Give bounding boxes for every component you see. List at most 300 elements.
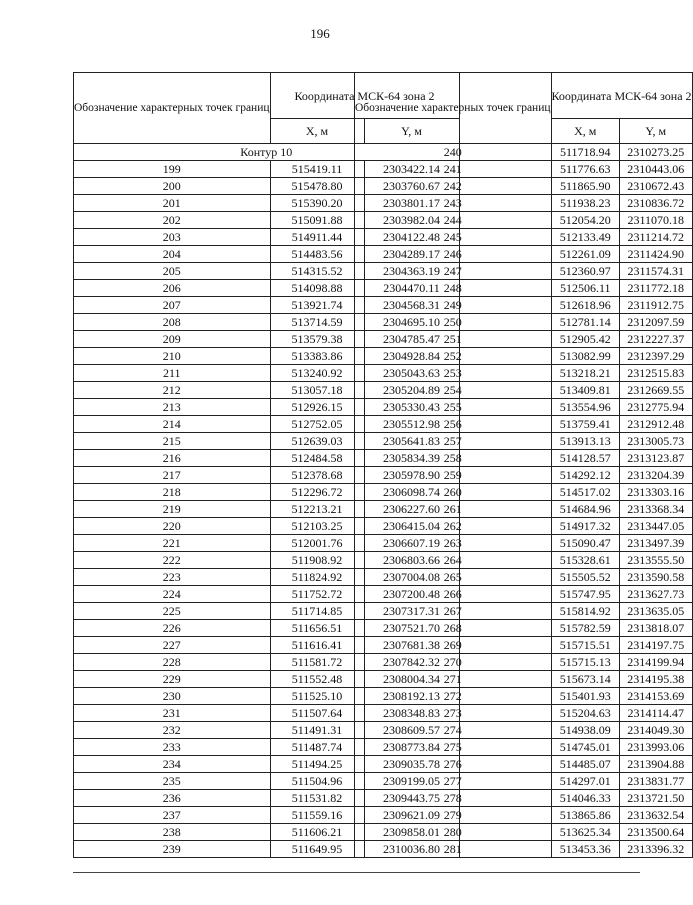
x-coordinate-cell: 514315.52 bbox=[270, 263, 364, 280]
point-number-cell: 245 bbox=[355, 229, 552, 246]
x-coordinate-cell: 515715.13 bbox=[551, 654, 620, 671]
x-coordinate-cell: 513240.92 bbox=[270, 365, 364, 382]
x-coordinate-cell: 513057.18 bbox=[270, 382, 364, 399]
x-coordinate-cell: 514911.44 bbox=[270, 229, 364, 246]
point-number-cell: 227 bbox=[74, 637, 271, 654]
x-coordinate-cell: 514938.09 bbox=[551, 722, 620, 739]
point-number-cell: 280 bbox=[355, 824, 552, 841]
y-coordinate-cell: 2305043.63 bbox=[364, 365, 459, 382]
x-coordinate-cell: 514917.32 bbox=[551, 518, 620, 535]
y-coordinate-cell: 2309858.01 bbox=[364, 824, 459, 841]
table-row bbox=[355, 331, 693, 348]
y-coordinate-cell: 2304363.19 bbox=[364, 263, 459, 280]
footer-divider bbox=[73, 872, 640, 873]
x-coordinate-cell: 512103.25 bbox=[270, 518, 364, 535]
y-coordinate-cell: 2310443.06 bbox=[620, 161, 693, 178]
x-coordinate-cell: 512618.96 bbox=[551, 297, 620, 314]
point-number-cell: 228 bbox=[74, 654, 271, 671]
point-number-cell: 269 bbox=[355, 637, 552, 654]
x-coordinate-cell: 514517.02 bbox=[551, 484, 620, 501]
y-coordinate-cell: 2314153.69 bbox=[620, 688, 693, 705]
x-coordinate-cell: 511714.85 bbox=[270, 603, 364, 620]
y-coordinate-cell: 2306227.60 bbox=[364, 501, 459, 518]
table-row bbox=[355, 671, 693, 688]
y-coordinate-cell: 2303982.04 bbox=[364, 212, 459, 229]
point-number-cell: 276 bbox=[355, 756, 552, 773]
y-coordinate-cell: 2305978.90 bbox=[364, 467, 459, 484]
x-coordinate-cell: 513082.99 bbox=[551, 348, 620, 365]
point-number-cell: 278 bbox=[355, 790, 552, 807]
table-row bbox=[355, 586, 693, 603]
x-coordinate-cell: 511494.25 bbox=[270, 756, 364, 773]
table-row bbox=[355, 450, 693, 467]
point-number-cell: 275 bbox=[355, 739, 552, 756]
point-number-cell: 274 bbox=[355, 722, 552, 739]
table-row bbox=[355, 807, 693, 824]
y-coordinate-cell: 2303760.67 bbox=[364, 178, 459, 195]
y-coordinate-cell: 2313500.64 bbox=[620, 824, 693, 841]
point-number-cell: 202 bbox=[74, 212, 271, 229]
y-coordinate-cell: 2308773.84 bbox=[364, 739, 459, 756]
x-column-header: X, м bbox=[270, 119, 364, 144]
x-coordinate-cell: 515090.47 bbox=[551, 535, 620, 552]
x-coordinate-cell: 511824.92 bbox=[270, 569, 364, 586]
point-number-cell: 216 bbox=[74, 450, 271, 467]
x-coordinate-cell: 511552.48 bbox=[270, 671, 364, 688]
y-coordinate-cell: 2305204.89 bbox=[364, 382, 459, 399]
table-row bbox=[355, 620, 693, 637]
y-coordinate-cell: 2312669.55 bbox=[620, 382, 693, 399]
x-coordinate-cell: 512378.68 bbox=[270, 467, 364, 484]
x-coordinate-cell: 513714.59 bbox=[270, 314, 364, 331]
x-coordinate-cell: 512926.15 bbox=[270, 399, 364, 416]
x-coordinate-cell: 512905.42 bbox=[551, 331, 620, 348]
point-number-cell: 279 bbox=[355, 807, 552, 824]
point-number-cell: 247 bbox=[355, 263, 552, 280]
point-number-cell: 200 bbox=[74, 178, 271, 195]
point-number-cell: 207 bbox=[74, 297, 271, 314]
x-coordinate-cell: 512261.09 bbox=[551, 246, 620, 263]
point-designation-header: Обозначение характерных точек границ bbox=[74, 73, 271, 144]
point-designation-header: Обозначение характерных точек границ bbox=[355, 73, 552, 144]
point-number-cell: 209 bbox=[74, 331, 271, 348]
point-number-cell: 229 bbox=[74, 671, 271, 688]
table-row bbox=[355, 314, 693, 331]
x-coordinate-cell: 512484.58 bbox=[270, 450, 364, 467]
x-coordinate-cell: 513625.34 bbox=[551, 824, 620, 841]
y-coordinate-cell: 2312775.94 bbox=[620, 399, 693, 416]
y-coordinate-cell: 2306607.19 bbox=[364, 535, 459, 552]
x-coordinate-cell: 515328.61 bbox=[551, 552, 620, 569]
y-coordinate-cell: 2303801.17 bbox=[364, 195, 459, 212]
x-coordinate-cell: 511718.94 bbox=[551, 144, 620, 161]
table-row bbox=[355, 824, 693, 841]
x-coordinate-cell: 511491.31 bbox=[270, 722, 364, 739]
point-number-cell: 208 bbox=[74, 314, 271, 331]
x-coordinate-cell: 515814.92 bbox=[551, 603, 620, 620]
point-number-cell: 254 bbox=[355, 382, 552, 399]
y-coordinate-cell: 2313447.05 bbox=[620, 518, 693, 535]
point-number-cell: 219 bbox=[74, 501, 271, 518]
y-coordinate-cell: 2312097.59 bbox=[620, 314, 693, 331]
x-coordinate-cell: 515091.88 bbox=[270, 212, 364, 229]
x-coordinate-cell: 515747.95 bbox=[551, 586, 620, 603]
y-coordinate-cell: 2312227.37 bbox=[620, 331, 693, 348]
point-number-cell: 237 bbox=[74, 807, 271, 824]
point-number-cell: 210 bbox=[74, 348, 271, 365]
y-coordinate-cell: 2309199.05 bbox=[364, 773, 459, 790]
table-row bbox=[355, 518, 693, 535]
y-coordinate-cell: 2304122.48 bbox=[364, 229, 459, 246]
y-coordinate-cell: 2306803.66 bbox=[364, 552, 459, 569]
coordinate-system-header: Координата МСК-64 зона 2 bbox=[551, 73, 692, 119]
point-number-cell: 257 bbox=[355, 433, 552, 450]
point-number-cell: 260 bbox=[355, 484, 552, 501]
x-coordinate-cell: 512296.72 bbox=[270, 484, 364, 501]
y-coordinate-cell: 2313590.58 bbox=[620, 569, 693, 586]
x-coordinate-cell: 515204.63 bbox=[551, 705, 620, 722]
table-row bbox=[355, 790, 693, 807]
point-number-cell: 255 bbox=[355, 399, 552, 416]
point-number-cell: 256 bbox=[355, 416, 552, 433]
y-coordinate-cell: 2308004.34 bbox=[364, 671, 459, 688]
y-coordinate-cell: 2304928.84 bbox=[364, 348, 459, 365]
point-number-cell: 222 bbox=[74, 552, 271, 569]
x-coordinate-cell: 511525.10 bbox=[270, 688, 364, 705]
x-coordinate-cell: 511865.90 bbox=[551, 178, 620, 195]
x-coordinate-cell: 514483.56 bbox=[270, 246, 364, 263]
y-coordinate-cell: 2313993.06 bbox=[620, 739, 693, 756]
point-number-cell: 244 bbox=[355, 212, 552, 229]
point-number-cell: 253 bbox=[355, 365, 552, 382]
point-number-cell: 268 bbox=[355, 620, 552, 637]
point-number-cell: 217 bbox=[74, 467, 271, 484]
x-coordinate-cell: 511581.72 bbox=[270, 654, 364, 671]
x-coordinate-cell: 511507.64 bbox=[270, 705, 364, 722]
table-row bbox=[355, 773, 693, 790]
point-number-cell: 234 bbox=[74, 756, 271, 773]
y-coordinate-cell: 2309443.75 bbox=[364, 790, 459, 807]
table-row bbox=[355, 688, 693, 705]
y-coordinate-cell: 2310672.43 bbox=[620, 178, 693, 195]
y-coordinate-cell: 2311070.18 bbox=[620, 212, 693, 229]
x-coordinate-cell: 512001.76 bbox=[270, 535, 364, 552]
point-number-cell: 251 bbox=[355, 331, 552, 348]
y-coordinate-cell: 2310036.80 bbox=[364, 841, 459, 858]
table-row bbox=[355, 263, 693, 280]
table-row bbox=[355, 348, 693, 365]
table-row bbox=[355, 246, 693, 263]
point-number-cell: 277 bbox=[355, 773, 552, 790]
y-coordinate-cell: 2307681.38 bbox=[364, 637, 459, 654]
x-coordinate-cell: 511559.16 bbox=[270, 807, 364, 824]
y-coordinate-cell: 2313627.73 bbox=[620, 586, 693, 603]
y-coordinate-cell: 2313632.54 bbox=[620, 807, 693, 824]
x-coordinate-cell: 515715.51 bbox=[551, 637, 620, 654]
x-coordinate-cell: 515505.52 bbox=[551, 569, 620, 586]
y-coordinate-cell: 2314049.30 bbox=[620, 722, 693, 739]
table-row bbox=[355, 399, 693, 416]
y-coordinate-cell: 2305834.39 bbox=[364, 450, 459, 467]
y-coordinate-cell: 2312397.29 bbox=[620, 348, 693, 365]
x-coordinate-cell: 515478.80 bbox=[270, 178, 364, 195]
point-number-cell: 243 bbox=[355, 195, 552, 212]
page-number: 196 bbox=[310, 26, 330, 41]
table-row bbox=[355, 569, 693, 586]
table-row bbox=[355, 416, 693, 433]
y-coordinate-cell: 2312515.83 bbox=[620, 365, 693, 382]
y-coordinate-cell: 2314197.75 bbox=[620, 637, 693, 654]
point-number-cell: 248 bbox=[355, 280, 552, 297]
point-number-cell: 241 bbox=[355, 161, 552, 178]
point-number-cell: 212 bbox=[74, 382, 271, 399]
y-coordinate-cell: 2313818.07 bbox=[620, 620, 693, 637]
x-coordinate-cell: 514046.33 bbox=[551, 790, 620, 807]
x-coordinate-cell: 513759.41 bbox=[551, 416, 620, 433]
x-coordinate-cell: 514684.96 bbox=[551, 501, 620, 518]
point-number-cell: 246 bbox=[355, 246, 552, 263]
y-coordinate-cell: 2303422.14 bbox=[364, 161, 459, 178]
point-number-cell: 262 bbox=[355, 518, 552, 535]
x-coordinate-cell: 511487.74 bbox=[270, 739, 364, 756]
point-number-cell: 233 bbox=[74, 739, 271, 756]
y-coordinate-cell: 2314199.94 bbox=[620, 654, 693, 671]
y-coordinate-cell: 2311214.72 bbox=[620, 229, 693, 246]
y-coordinate-cell: 2313721.50 bbox=[620, 790, 693, 807]
x-coordinate-cell: 511531.82 bbox=[270, 790, 364, 807]
point-number-cell: 267 bbox=[355, 603, 552, 620]
point-number-cell: 206 bbox=[74, 280, 271, 297]
y-coordinate-cell: 2307317.31 bbox=[364, 603, 459, 620]
x-coordinate-cell: 512133.49 bbox=[551, 229, 620, 246]
point-number-cell: 249 bbox=[355, 297, 552, 314]
table-row bbox=[355, 229, 693, 246]
y-coordinate-cell: 2306415.04 bbox=[364, 518, 459, 535]
x-coordinate-cell: 515390.20 bbox=[270, 195, 364, 212]
point-number-cell: 239 bbox=[74, 841, 271, 858]
x-coordinate-cell: 514745.01 bbox=[551, 739, 620, 756]
y-coordinate-cell: 2313123.87 bbox=[620, 450, 693, 467]
point-number-cell: 215 bbox=[74, 433, 271, 450]
y-coordinate-cell: 2306098.74 bbox=[364, 484, 459, 501]
y-column-header: Y, м bbox=[620, 119, 693, 144]
x-coordinate-cell: 515782.59 bbox=[551, 620, 620, 637]
x-coordinate-cell: 514098.88 bbox=[270, 280, 364, 297]
point-number-cell: 203 bbox=[74, 229, 271, 246]
y-coordinate-cell: 2313497.39 bbox=[620, 535, 693, 552]
table-row bbox=[355, 637, 693, 654]
x-coordinate-cell: 515673.14 bbox=[551, 671, 620, 688]
point-number-cell: 263 bbox=[355, 535, 552, 552]
x-coordinate-cell: 513383.86 bbox=[270, 348, 364, 365]
x-coordinate-cell: 515419.11 bbox=[270, 161, 364, 178]
point-number-cell: 231 bbox=[74, 705, 271, 722]
y-coordinate-cell: 2308609.57 bbox=[364, 722, 459, 739]
x-coordinate-cell: 512213.21 bbox=[270, 501, 364, 518]
y-coordinate-cell: 2307521.70 bbox=[364, 620, 459, 637]
y-coordinate-cell: 2313303.16 bbox=[620, 484, 693, 501]
coordinates-table-right bbox=[354, 72, 693, 858]
x-coordinate-cell: 514297.01 bbox=[551, 773, 620, 790]
y-coordinate-cell: 2314114.47 bbox=[620, 705, 693, 722]
table-row bbox=[355, 841, 693, 858]
point-number-cell: 201 bbox=[74, 195, 271, 212]
y-coordinate-cell: 2310273.25 bbox=[620, 144, 693, 161]
y-coordinate-cell: 2313396.32 bbox=[620, 841, 693, 858]
x-coordinate-cell: 511606.21 bbox=[270, 824, 364, 841]
point-number-cell: 236 bbox=[74, 790, 271, 807]
x-coordinate-cell: 511504.96 bbox=[270, 773, 364, 790]
point-number-cell: 235 bbox=[74, 773, 271, 790]
point-number-cell: 258 bbox=[355, 450, 552, 467]
table-row bbox=[355, 382, 693, 399]
x-coordinate-cell: 513218.21 bbox=[551, 365, 620, 382]
x-coordinate-cell: 515401.93 bbox=[551, 688, 620, 705]
x-coordinate-cell: 513409.81 bbox=[551, 382, 620, 399]
point-number-cell: 199 bbox=[74, 161, 271, 178]
point-number-cell: 270 bbox=[355, 654, 552, 671]
point-number-cell: 250 bbox=[355, 314, 552, 331]
x-column-header: X, м bbox=[551, 119, 620, 144]
table-row bbox=[355, 603, 693, 620]
table-row bbox=[355, 535, 693, 552]
x-coordinate-cell: 511649.95 bbox=[270, 841, 364, 858]
y-coordinate-cell: 2308192.13 bbox=[364, 688, 459, 705]
x-coordinate-cell: 511752.72 bbox=[270, 586, 364, 603]
point-number-cell: 240 bbox=[355, 144, 552, 161]
y-coordinate-cell: 2313368.34 bbox=[620, 501, 693, 518]
point-number-cell: 220 bbox=[74, 518, 271, 535]
table-row bbox=[355, 501, 693, 518]
table-row bbox=[355, 365, 693, 382]
y-coordinate-cell: 2304470.11 bbox=[364, 280, 459, 297]
x-coordinate-cell: 511616.41 bbox=[270, 637, 364, 654]
x-coordinate-cell: 513579.38 bbox=[270, 331, 364, 348]
table-row bbox=[355, 280, 693, 297]
point-number-cell: 223 bbox=[74, 569, 271, 586]
x-coordinate-cell: 511656.51 bbox=[270, 620, 364, 637]
point-number-cell: 214 bbox=[74, 416, 271, 433]
x-coordinate-cell: 513865.86 bbox=[551, 807, 620, 824]
point-number-cell: 232 bbox=[74, 722, 271, 739]
y-coordinate-cell: 2311424.90 bbox=[620, 246, 693, 263]
x-coordinate-cell: 512506.11 bbox=[551, 280, 620, 297]
y-coordinate-cell: 2309035.78 bbox=[364, 756, 459, 773]
x-coordinate-cell: 511908.92 bbox=[270, 552, 364, 569]
y-coordinate-cell: 2305641.83 bbox=[364, 433, 459, 450]
coordinate-system-header: Координата МСК-64 зона 2 bbox=[270, 73, 459, 119]
x-coordinate-cell: 513913.13 bbox=[551, 433, 620, 450]
y-coordinate-cell: 2309621.09 bbox=[364, 807, 459, 824]
x-coordinate-cell: 512752.05 bbox=[270, 416, 364, 433]
x-coordinate-cell: 514292.12 bbox=[551, 467, 620, 484]
y-coordinate-cell: 2313204.39 bbox=[620, 467, 693, 484]
y-coordinate-cell: 2308348.83 bbox=[364, 705, 459, 722]
x-coordinate-cell: 513921.74 bbox=[270, 297, 364, 314]
point-number-cell: 261 bbox=[355, 501, 552, 518]
table-row bbox=[355, 178, 693, 195]
point-number-cell: 259 bbox=[355, 467, 552, 484]
table-row bbox=[355, 739, 693, 756]
point-number-cell: 264 bbox=[355, 552, 552, 569]
y-coordinate-cell: 2313555.50 bbox=[620, 552, 693, 569]
point-number-cell: 211 bbox=[74, 365, 271, 382]
x-coordinate-cell: 512639.03 bbox=[270, 433, 364, 450]
y-column-header: Y, м bbox=[364, 119, 459, 144]
point-number-cell: 273 bbox=[355, 705, 552, 722]
y-coordinate-cell: 2307200.48 bbox=[364, 586, 459, 603]
point-number-cell: 271 bbox=[355, 671, 552, 688]
table-row bbox=[355, 161, 693, 178]
y-coordinate-cell: 2304695.10 bbox=[364, 314, 459, 331]
x-coordinate-cell: 514485.07 bbox=[551, 756, 620, 773]
x-coordinate-cell: 514128.57 bbox=[551, 450, 620, 467]
x-coordinate-cell: 513453.36 bbox=[551, 841, 620, 858]
point-number-cell: 265 bbox=[355, 569, 552, 586]
y-coordinate-cell: 2311574.31 bbox=[620, 263, 693, 280]
point-number-cell: 242 bbox=[355, 178, 552, 195]
table-row bbox=[355, 212, 693, 229]
table-row bbox=[355, 195, 693, 212]
y-coordinate-cell: 2305512.98 bbox=[364, 416, 459, 433]
x-coordinate-cell: 512360.97 bbox=[551, 263, 620, 280]
point-number-cell: 213 bbox=[74, 399, 271, 416]
y-coordinate-cell: 2307004.08 bbox=[364, 569, 459, 586]
point-number-cell: 230 bbox=[74, 688, 271, 705]
point-number-cell: 224 bbox=[74, 586, 271, 603]
y-coordinate-cell: 2311772.18 bbox=[620, 280, 693, 297]
y-coordinate-cell: 2313635.05 bbox=[620, 603, 693, 620]
point-number-cell: 225 bbox=[74, 603, 271, 620]
y-coordinate-cell: 2304785.47 bbox=[364, 331, 459, 348]
point-number-cell: 238 bbox=[74, 824, 271, 841]
y-coordinate-cell: 2313831.77 bbox=[620, 773, 693, 790]
table-row bbox=[355, 722, 693, 739]
point-number-cell: 204 bbox=[74, 246, 271, 263]
y-coordinate-cell: 2307842.32 bbox=[364, 654, 459, 671]
point-number-cell: 252 bbox=[355, 348, 552, 365]
point-number-cell: 226 bbox=[74, 620, 271, 637]
table-row bbox=[355, 756, 693, 773]
point-number-cell: 272 bbox=[355, 688, 552, 705]
point-number-cell: 221 bbox=[74, 535, 271, 552]
point-number-cell: 205 bbox=[74, 263, 271, 280]
y-coordinate-cell: 2304289.17 bbox=[364, 246, 459, 263]
table-row bbox=[355, 144, 693, 161]
x-coordinate-cell: 511776.63 bbox=[551, 161, 620, 178]
x-coordinate-cell: 512781.14 bbox=[551, 314, 620, 331]
y-coordinate-cell: 2312912.48 bbox=[620, 416, 693, 433]
y-coordinate-cell: 2314195.38 bbox=[620, 671, 693, 688]
table-row bbox=[355, 297, 693, 314]
section-label: Контур 10 bbox=[74, 144, 460, 161]
y-coordinate-cell: 2311912.75 bbox=[620, 297, 693, 314]
table-row bbox=[355, 484, 693, 501]
x-coordinate-cell: 513554.96 bbox=[551, 399, 620, 416]
table-row bbox=[355, 433, 693, 450]
y-coordinate-cell: 2310836.72 bbox=[620, 195, 693, 212]
y-coordinate-cell: 2313904.88 bbox=[620, 756, 693, 773]
table-row bbox=[355, 552, 693, 569]
table-row bbox=[355, 467, 693, 484]
y-coordinate-cell: 2305330.43 bbox=[364, 399, 459, 416]
table-row bbox=[355, 705, 693, 722]
x-coordinate-cell: 511938.23 bbox=[551, 195, 620, 212]
y-coordinate-cell: 2313005.73 bbox=[620, 433, 693, 450]
y-coordinate-cell: 2304568.31 bbox=[364, 297, 459, 314]
point-number-cell: 266 bbox=[355, 586, 552, 603]
point-number-cell: 218 bbox=[74, 484, 271, 501]
